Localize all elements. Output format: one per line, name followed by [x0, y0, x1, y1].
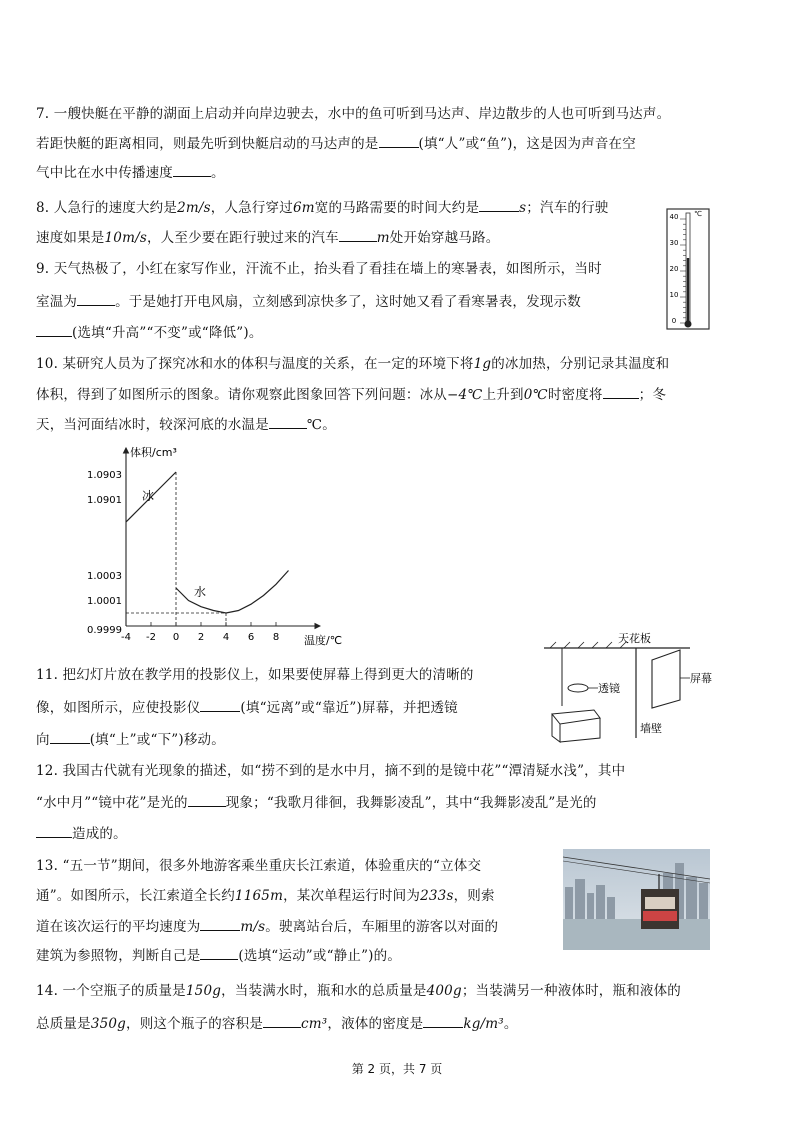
q7-line-1: [36, 104, 670, 124]
q9-line-3: [36, 322, 263, 343]
q12-text: “水中月”“镜中花”是光的: [36, 795, 188, 811]
answer-blank[interactable]: [339, 227, 377, 242]
q13-text: ，则索: [453, 888, 495, 904]
answer-blank[interactable]: [200, 697, 240, 712]
answer-blank[interactable]: [77, 291, 115, 306]
q14-line-1: [36, 981, 681, 1001]
q8-text: 8. 人急行的速度大约是: [36, 200, 178, 216]
q13-text: ，某次单程运行时间为: [283, 888, 421, 904]
q8-text: 速度如果是: [36, 230, 105, 246]
q12-line-3: [36, 823, 127, 844]
q14-text: 14. 一个空瓶子的质量是: [36, 983, 186, 999]
q8-math: 2m/s: [177, 200, 211, 216]
answer-blank[interactable]: [379, 133, 419, 148]
q7-line-3: [36, 162, 225, 183]
ceiling-hatch: [550, 642, 626, 648]
series-water-line: [176, 571, 289, 614]
q11-text: (填“远离”或“靠近”)屏幕，并把透镜: [240, 700, 458, 716]
q14-text: 总质量是: [36, 1016, 91, 1032]
x-tick-label: 6: [247, 632, 255, 643]
q9-text: (选填“升高”“不变”或“降低”)。: [72, 325, 263, 341]
answer-blank[interactable]: [36, 823, 72, 838]
answer-blank[interactable]: [423, 1013, 463, 1028]
q14-text: ，则这个瓶子的容积是: [126, 1016, 264, 1032]
ceiling-label: 天花板: [618, 632, 651, 645]
series-water-label: 水: [194, 585, 207, 599]
cable-car-photo: [563, 849, 710, 950]
q11-line-2: [36, 697, 458, 718]
y-tick-label: 1.0903: [87, 470, 122, 481]
q14-text: ，液体的密度是: [327, 1016, 424, 1032]
y-tick-label: 1.0901: [87, 495, 122, 506]
q7-text: 气中比在水中传播速度: [36, 165, 173, 181]
q10-text: ℃。: [306, 417, 336, 433]
q12-text: 12. 我国古代就有光现象的描述，如“捞不到的是水中月，摘不到的是镜中花”“潭清疑水浅”，其中: [36, 763, 626, 779]
y-axis-label: 体积/cm³: [130, 446, 177, 459]
answer-blank[interactable]: [479, 197, 519, 212]
q13-line-4: [36, 945, 401, 966]
q10-text: 体积，得到了如图所示的图象。请你观察此图象回答下列问题：冰从: [36, 387, 447, 403]
thermometer-liquid: [687, 258, 689, 323]
q11-line-3: [36, 729, 225, 750]
x-tick-label: 4: [222, 632, 230, 643]
q12-text: 现象；“我歌月徘徊，我舞影凌乱”，其中“我舞影凌乱”是光的: [225, 795, 597, 811]
answer-blank[interactable]: [50, 729, 90, 744]
x-tick-label: -2: [146, 632, 156, 643]
answer-blank[interactable]: [188, 792, 226, 807]
thermometer-scale: [680, 219, 686, 323]
q8-text: ，人至少要在距行驶过来的汽车: [146, 230, 339, 246]
answer-blank[interactable]: [200, 916, 240, 931]
x-tick-label: -4: [121, 632, 131, 643]
q8-math: s: [519, 200, 527, 216]
q10-line-2: [36, 384, 666, 405]
q12-line-1: [36, 761, 625, 781]
q14-line-2: [36, 1013, 518, 1034]
q11-text: (填“上”或“下”)移动。: [89, 732, 225, 748]
q14-math: 400g: [426, 983, 462, 999]
wall-label: 墙壁: [640, 722, 662, 735]
thermometer-unit: ℃: [694, 210, 702, 218]
screen-shape: [652, 650, 680, 708]
q14-text: 。: [503, 1016, 518, 1032]
q13-math: 233s: [420, 888, 454, 904]
q8-text: ；汽车的行驶: [526, 200, 609, 216]
q7-text: (填“人”或“鱼”)，这是因为声音在空: [418, 136, 636, 152]
tick-label: 40: [669, 213, 679, 221]
lens-shape: [568, 684, 588, 692]
q9-text: 。于是她打开电风扇，立刻感到凉快多了，这时她又看了看寒暑表，发现示数: [115, 294, 581, 310]
tick-label: 30: [669, 239, 679, 247]
river: [563, 919, 710, 950]
thermometer-figure: [664, 203, 712, 331]
q13-line-3: [36, 916, 498, 937]
q7-text: 若距快艇的距离相同，则最先听到快艇启动的马达声的是: [36, 136, 379, 152]
cabin-window: [645, 897, 675, 909]
projector-diagram: [540, 628, 730, 746]
q10-text: ；冬: [638, 387, 667, 403]
y-tick-label: 1.0001: [87, 596, 122, 607]
q12-text: 造成的。: [72, 826, 127, 842]
q11-text: 像，如图所示，应使投影仪: [36, 700, 201, 716]
q7-text: 7. 一艘快艇在平静的湖面上启动并向岸边驶去，水中的鱼可听到马达声、岸边散步的人也可听到马达声。: [36, 106, 671, 122]
q10-math: 0℃: [523, 387, 548, 403]
volume-temperature-chart: [70, 440, 360, 650]
q8-text: 处开始穿越马路。: [389, 230, 500, 246]
y-tick-label: 0.9999: [87, 625, 122, 636]
x-tick-label: 2: [197, 632, 205, 643]
q10-line-1: [36, 354, 669, 374]
q7-text: 。: [211, 165, 225, 181]
q9-line-1: [36, 259, 602, 279]
answer-blank[interactable]: [603, 384, 639, 399]
q14-math: 350g: [90, 1016, 127, 1032]
q10-text: 时密度将: [547, 387, 603, 403]
answer-blank[interactable]: [173, 162, 211, 177]
tick-label: 10: [669, 291, 679, 299]
answer-blank[interactable]: [36, 322, 72, 337]
q13-math: 1165m: [234, 888, 284, 904]
q9-text: 室温为: [36, 294, 78, 310]
q12-line-2: [36, 792, 597, 813]
q13-math: m/s: [240, 919, 266, 935]
answer-blank[interactable]: [269, 414, 307, 429]
q9-line-2: [36, 291, 581, 312]
x-axis-label: 温度/℃: [304, 634, 343, 647]
tick-label: 0: [671, 317, 677, 325]
q9-text: 9. 天气热极了，小红在家写作业，汗流不止，抬头看了看挂在墙上的寒暑表，如图所示，当时: [36, 261, 602, 277]
q11-text: 向: [36, 732, 50, 748]
q13-text: 道在该次运行的平均速度为: [36, 919, 201, 935]
q8-line-1: [36, 197, 609, 218]
q10-text: 天，当河面结冰时，较深河底的水温是: [36, 417, 269, 433]
q14-math: cm³: [301, 1016, 328, 1032]
q8-math: 6m: [292, 200, 315, 216]
q10-text: 上升到: [482, 387, 524, 403]
answer-blank[interactable]: [263, 1013, 301, 1028]
answer-blank[interactable]: [200, 945, 238, 960]
q13-text: 通”。如图所示，长江索道全长约: [36, 888, 235, 904]
thermometer-bulb: [685, 321, 692, 328]
q13-text: 。驶离站台后，车厢里的游客以对面的: [265, 919, 499, 935]
q7-line-2: [36, 133, 636, 154]
cabin-stripe: [643, 911, 677, 921]
q11-line-1: [36, 665, 474, 685]
q13-line-2: [36, 886, 495, 906]
q10-text: 10. 某研究人员为了探究冰和水的体积与温度的关系，在一定的环境下将: [36, 356, 474, 372]
y-tick-label: 1.0003: [87, 571, 122, 582]
screen-label: 屏幕: [690, 672, 712, 685]
projector-top: [552, 710, 600, 724]
page-footer: 第 2 页，共 7 页: [351, 1062, 443, 1076]
q8-math: m: [376, 230, 390, 246]
tick-label: 20: [669, 265, 679, 273]
q8-text: ，人急行穿过: [210, 200, 293, 216]
series-ice-label: 冰: [142, 489, 155, 503]
q10-math: −4℃: [447, 387, 483, 403]
q13-text: 建筑为参照物，判断自己是: [36, 948, 201, 964]
q13-text: (选填“运动”或“静止”)的。: [238, 948, 402, 964]
q10-line-3: [36, 414, 336, 435]
cable-car-illustration: [563, 849, 710, 950]
q11-text: 11. 把幻灯片放在教学用的投影仪上，如果要使屏幕上得到更大的清晰的: [36, 667, 474, 683]
projector-body: [552, 714, 600, 742]
q14-text: ；当装满另一种液体时，瓶和液体的: [461, 983, 682, 999]
q8-text: 宽的马路需要的时间大约是: [314, 200, 480, 216]
q14-math: kg/m³: [463, 1016, 504, 1032]
x-tick-labels: [121, 622, 279, 643]
x-tick-label: 8: [272, 632, 280, 643]
q8-math: 10m/s: [104, 230, 147, 246]
q13-text: 13. “五一节”期间，很多外地游客乘坐重庆长江索道，体验重庆的“立体交: [36, 858, 482, 874]
q10-math: 1g: [473, 356, 492, 372]
q8-line-2: [36, 227, 499, 248]
q14-text: ，当装满水时，瓶和水的总质量是: [221, 983, 427, 999]
lens-label: 透镜: [598, 682, 620, 695]
x-tick-label: 0: [172, 632, 180, 643]
q13-line-1: [36, 856, 481, 876]
q10-text: 的冰加热，分别记录其温度和: [491, 356, 670, 372]
y-tick-labels: [87, 470, 122, 636]
q14-math: 150g: [185, 983, 222, 999]
